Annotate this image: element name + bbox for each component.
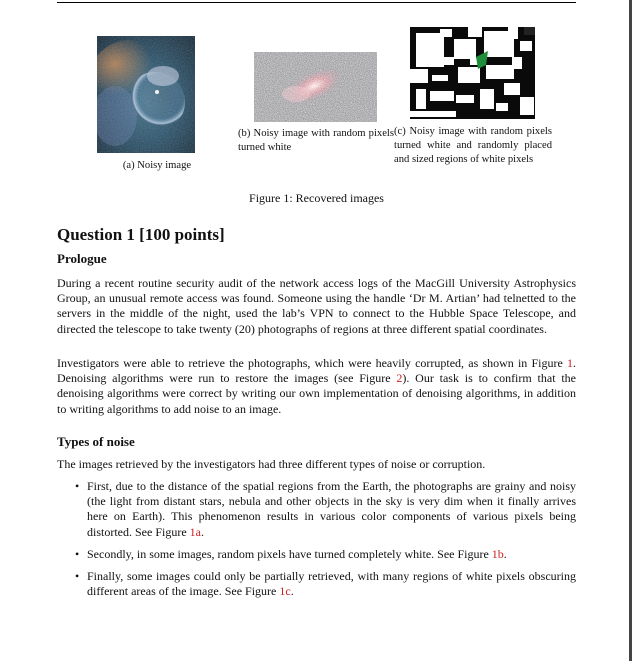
noise-types-list bbox=[57, 479, 576, 599]
noise-intro: The images retrieved by the investigators had three different types of noise or corruption. bbox=[57, 457, 486, 471]
paragraph-text: . Denoising algorithms were run to restore the images (see Figure bbox=[57, 356, 576, 386]
figure-1c-link[interactable]: 1c bbox=[279, 584, 291, 599]
list-item-end: . bbox=[503, 546, 507, 561]
list-item-end: . bbox=[290, 584, 294, 599]
types-of-noise-heading: Types of noise bbox=[57, 434, 135, 449]
occluded-image bbox=[410, 27, 535, 119]
figure-caption: Figure 1: Recovered images bbox=[249, 191, 384, 205]
list-item bbox=[57, 569, 576, 599]
list-item-text: Finally, some images could only be partially retrieved, with many regions of white pixels obscuring different areas of the image. See Figure bbox=[87, 569, 576, 599]
list-item bbox=[57, 479, 576, 540]
paragraph-text: ). Our task is to confirm that the denoising algorithms were correct by writing our own implementation of denoising algorithms, in addition to writing algorithms to add noise to an image. bbox=[57, 371, 577, 416]
subfigure-c-caption: (c) Noisy image with random pixels turned white and randomly placed and sized regions of white pixels bbox=[394, 126, 552, 165]
figure-1a-link[interactable]: 1a bbox=[189, 524, 201, 539]
nebula-bubble-image bbox=[97, 36, 195, 153]
top-rule bbox=[57, 2, 576, 3]
bullet-icon: • bbox=[75, 479, 80, 493]
subfigure-a-caption: (a) Noisy image bbox=[122, 160, 192, 171]
list-item-text: Secondly, in some images, random pixels have turned completely white. See Figure bbox=[87, 546, 492, 561]
list-item-text: First, due to the distance of the spatial regions from the Earth, the photographs are grainy and noisy (the light from distant stars, nebula and other objects in the sky is very dim when it finally arrives here on Earth). This phenomenon results in various color components of various pixels being distorted. See Figure bbox=[87, 479, 576, 539]
bullet-icon: • bbox=[75, 569, 80, 584]
bullet-icon: • bbox=[75, 546, 80, 561]
figure-1b-link[interactable]: 1b bbox=[491, 546, 504, 561]
subfigure-b-caption: (b) Noisy image with random pixels turned white bbox=[238, 128, 394, 153]
prologue-paragraph-2 bbox=[57, 356, 576, 417]
list-item-end: . bbox=[200, 524, 204, 539]
prologue-heading: Prologue bbox=[57, 251, 107, 266]
question-title: Question 1 [100 points] bbox=[57, 225, 225, 244]
figure-2-link[interactable]: 2 bbox=[396, 371, 403, 386]
prologue-paragraph-1: During a recent routine security audit of the network access logs of the MacGill University Astrophysics Group, an unusual remote access was found. Someone using the handle ‘Dr M. Artian’ had telnetted to the servers in the middle of the night, used the lab’s VPN to connect to the Hubble Space Telescope, and directed the telescope to take twenty (20) photographs of regions at three different spatial coordinates. bbox=[57, 276, 576, 336]
list-item bbox=[57, 547, 576, 562]
figure-1-link[interactable]: 1 bbox=[567, 356, 573, 370]
paragraph-text: Investigators were able to retrieve the photographs, which were heavily corrupted, as shown in Figure bbox=[57, 356, 567, 370]
grainy-galaxy-image bbox=[254, 52, 377, 122]
